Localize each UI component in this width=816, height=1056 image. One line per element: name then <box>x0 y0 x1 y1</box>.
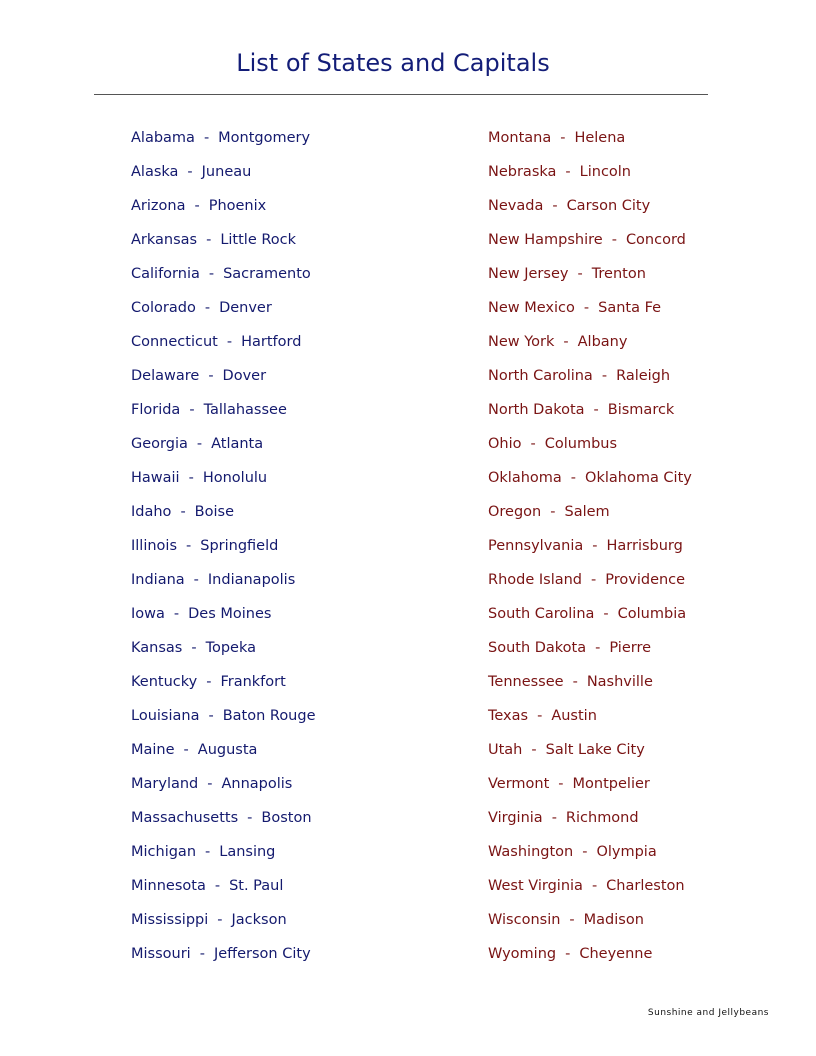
state-name: Maine <box>131 742 175 758</box>
state-capital-item <box>488 465 692 499</box>
capital-name: Sacramento <box>223 266 311 282</box>
separator-dash: - <box>208 266 215 282</box>
capital-name: Cheyenne <box>579 946 653 962</box>
separator-dash: - <box>611 232 617 248</box>
state-name: West Virginia <box>488 878 583 894</box>
state-name: Vermont <box>488 776 550 792</box>
separator-dash: - <box>591 572 597 588</box>
capital-name: Albany <box>577 334 628 350</box>
state-name: New Mexico <box>488 300 575 316</box>
capital-name: Boston <box>261 810 312 826</box>
separator-dash: - <box>530 436 536 452</box>
state-name: New York <box>488 334 555 350</box>
state-name: Alaska <box>131 164 179 180</box>
separator-dash: - <box>193 572 199 588</box>
state-capital-item <box>131 499 316 533</box>
state-capital-item <box>488 567 692 601</box>
state-capital-item <box>488 125 692 159</box>
capital-name: Pierre <box>609 640 652 656</box>
separator-dash: - <box>188 470 194 486</box>
state-name: Oklahoma <box>488 470 562 486</box>
state-name: Wyoming <box>488 946 557 962</box>
separator-dash: - <box>196 436 203 452</box>
state-capital-item <box>488 363 692 397</box>
separator-dash: - <box>577 266 583 282</box>
state-name: Wisconsin <box>488 912 561 928</box>
capital-name: Columbus <box>544 436 618 452</box>
state-name: Nebraska <box>488 164 557 180</box>
capital-name: Boise <box>194 504 234 520</box>
separator-dash: - <box>591 878 598 894</box>
state-name: Indiana <box>131 572 185 588</box>
state-name: Minnesota <box>131 878 206 894</box>
capital-name: Baton Rouge <box>222 708 316 724</box>
page-title: List of States and Capitals <box>236 49 550 77</box>
capital-name: Nashville <box>586 674 653 690</box>
separator-dash: - <box>592 538 598 554</box>
state-name: Delaware <box>131 368 200 384</box>
state-capital-item <box>488 227 692 261</box>
capital-name: Bismarck <box>607 402 675 418</box>
separator-dash: - <box>208 368 214 384</box>
state-capital-item <box>131 329 316 363</box>
state-capital-item <box>488 601 692 635</box>
separator-dash: - <box>206 674 212 690</box>
state-capital-item <box>488 635 692 669</box>
states-list-left-column <box>131 125 316 975</box>
state-name: Ohio <box>488 436 522 452</box>
state-name: Missouri <box>131 946 191 962</box>
state-capital-item <box>131 533 316 567</box>
state-name: Washington <box>488 844 574 860</box>
separator-dash: - <box>572 674 578 690</box>
capital-name: Charleston <box>606 878 685 894</box>
state-name: Louisiana <box>131 708 200 724</box>
capital-name: Montpelier <box>572 776 650 792</box>
capital-name: Des Moines <box>188 606 272 622</box>
separator-dash: - <box>214 878 221 894</box>
separator-dash: - <box>247 810 253 826</box>
capital-name: Salt Lake City <box>545 742 645 758</box>
state-name: New Jersey <box>488 266 569 282</box>
capital-name: Honolulu <box>202 470 268 486</box>
separator-dash: - <box>206 232 212 248</box>
capital-name: Indianapolis <box>207 572 296 588</box>
separator-dash: - <box>560 130 566 146</box>
state-capital-item <box>131 363 316 397</box>
state-capital-item <box>488 737 692 771</box>
state-name: Idaho <box>131 504 172 520</box>
state-capital-item <box>131 397 316 431</box>
capital-name: Tallahassee <box>203 402 287 418</box>
state-capital-item <box>488 261 692 295</box>
state-capital-item <box>131 601 316 635</box>
state-name: North Dakota <box>488 402 585 418</box>
state-capital-item <box>131 635 316 669</box>
separator-dash: - <box>582 844 588 860</box>
state-capital-item <box>488 295 692 329</box>
state-name: Hawaii <box>131 470 180 486</box>
state-capital-item <box>131 125 316 159</box>
state-capital-item <box>488 193 692 227</box>
capital-name: Hartford <box>241 334 302 350</box>
state-capital-item <box>488 907 692 941</box>
title-divider <box>94 94 708 95</box>
state-capital-item <box>131 737 316 771</box>
separator-dash: - <box>565 946 571 962</box>
separator-dash: - <box>180 504 186 520</box>
capital-name: Harrisburg <box>606 538 683 554</box>
state-capital-item <box>131 771 316 805</box>
state-name: Iowa <box>131 606 165 622</box>
separator-dash: - <box>187 164 193 180</box>
state-capital-item <box>131 261 316 295</box>
capital-name: Jackson <box>231 912 287 928</box>
state-capital-item <box>488 839 692 873</box>
state-capital-item <box>488 703 692 737</box>
capital-name: Annapolis <box>221 776 293 792</box>
state-name: South Dakota <box>488 640 587 656</box>
state-capital-item <box>488 397 692 431</box>
state-name: Texas <box>488 708 529 724</box>
capital-name: Denver <box>219 300 272 316</box>
capital-name: Frankfort <box>220 674 286 690</box>
state-name: Tennessee <box>488 674 564 690</box>
state-capital-item <box>131 295 316 329</box>
separator-dash: - <box>558 776 564 792</box>
separator-dash: - <box>531 742 537 758</box>
state-capital-item <box>488 873 692 907</box>
state-name: Montana <box>488 130 552 146</box>
capital-name: Lincoln <box>579 164 631 180</box>
separator-dash: - <box>537 708 543 724</box>
separator-dash: - <box>173 606 180 622</box>
separator-dash: - <box>204 300 211 316</box>
state-name: Arizona <box>131 198 186 214</box>
capital-name: Richmond <box>565 810 639 826</box>
state-name: North Carolina <box>488 368 593 384</box>
state-name: Kentucky <box>131 674 198 690</box>
state-capital-item <box>488 941 692 975</box>
state-capital-item <box>131 431 316 465</box>
state-capital-item <box>131 941 316 975</box>
capital-name: Augusta <box>197 742 258 758</box>
separator-dash: - <box>194 198 200 214</box>
state-name: Kansas <box>131 640 183 656</box>
state-capital-item <box>131 159 316 193</box>
state-name: Georgia <box>131 436 188 452</box>
state-capital-item <box>131 907 316 941</box>
capital-name: Lansing <box>219 844 276 860</box>
separator-dash: - <box>199 946 205 962</box>
state-capital-item <box>488 329 692 363</box>
separator-dash: - <box>551 810 557 826</box>
capital-name: Oklahoma City <box>585 470 692 486</box>
capital-name: Raleigh <box>616 368 671 384</box>
capital-name: Atlanta <box>211 436 264 452</box>
state-capital-item <box>488 499 692 533</box>
capital-name: Salem <box>564 504 610 520</box>
state-capital-item <box>131 567 316 601</box>
state-capital-item <box>131 839 316 873</box>
state-name: South Carolina <box>488 606 595 622</box>
state-name: Rhode Island <box>488 572 583 588</box>
state-name: Nevada <box>488 198 544 214</box>
state-capital-item <box>488 669 692 703</box>
state-name: Utah <box>488 742 523 758</box>
capital-name: Santa Fe <box>598 300 662 316</box>
state-capital-item <box>488 431 692 465</box>
capital-name: Topeka <box>205 640 256 656</box>
separator-dash: - <box>191 640 197 656</box>
separator-dash: - <box>569 912 575 928</box>
capital-name: Carson City <box>566 198 651 214</box>
separator-dash: - <box>552 198 558 214</box>
separator-dash: - <box>601 368 608 384</box>
state-name: Florida <box>131 402 181 418</box>
separator-dash: - <box>207 776 213 792</box>
separator-dash: - <box>186 538 192 554</box>
capital-name: Providence <box>605 572 686 588</box>
capital-name: Springfield <box>200 538 279 554</box>
capital-name: Jefferson City <box>213 946 311 962</box>
footer-credit: Sunshine and Jellybeans <box>647 1008 769 1018</box>
state-name: New Hampshire <box>488 232 603 248</box>
state-capital-item <box>131 703 316 737</box>
state-name: Mississippi <box>131 912 209 928</box>
state-name: Illinois <box>131 538 178 554</box>
separator-dash: - <box>189 402 195 418</box>
separator-dash: - <box>226 334 233 350</box>
state-capital-item <box>488 533 692 567</box>
state-name: California <box>131 266 200 282</box>
capital-name: Olympia <box>596 844 657 860</box>
separator-dash: - <box>595 640 601 656</box>
state-capital-item <box>131 465 316 499</box>
state-capital-item <box>488 771 692 805</box>
separator-dash: - <box>217 912 223 928</box>
state-name: Oregon <box>488 504 542 520</box>
separator-dash: - <box>205 844 211 860</box>
separator-dash: - <box>565 164 571 180</box>
state-name: Massachusetts <box>131 810 239 826</box>
state-name: Virginia <box>488 810 543 826</box>
separator-dash: - <box>203 130 210 146</box>
state-name: Colorado <box>131 300 196 316</box>
capital-name: Juneau <box>201 164 252 180</box>
state-name: Alabama <box>131 130 195 146</box>
capital-name: Austin <box>551 708 597 724</box>
state-capital-item <box>131 669 316 703</box>
separator-dash: - <box>570 470 577 486</box>
capital-name: Madison <box>583 912 644 928</box>
state-capital-item <box>488 805 692 839</box>
separator-dash: - <box>593 402 599 418</box>
state-name: Maryland <box>131 776 199 792</box>
capital-name: Little Rock <box>220 232 297 248</box>
state-name: Michigan <box>131 844 197 860</box>
state-capital-item <box>131 227 316 261</box>
capital-name: Dover <box>222 368 267 384</box>
state-name: Arkansas <box>131 232 198 248</box>
capital-name: Columbia <box>617 606 687 622</box>
separator-dash: - <box>208 708 214 724</box>
state-capital-item <box>488 159 692 193</box>
separator-dash: - <box>563 334 569 350</box>
states-list-right-column <box>488 125 692 975</box>
separator-dash: - <box>183 742 189 758</box>
separator-dash: - <box>550 504 556 520</box>
capital-name: Concord <box>625 232 686 248</box>
state-name: Connecticut <box>131 334 218 350</box>
capital-name: St. Paul <box>229 878 284 894</box>
state-capital-item <box>131 805 316 839</box>
capital-name: Helena <box>574 130 626 146</box>
capital-name: Montgomery <box>218 130 311 146</box>
state-capital-item <box>131 193 316 227</box>
state-capital-item <box>131 873 316 907</box>
separator-dash: - <box>583 300 590 316</box>
separator-dash: - <box>603 606 609 622</box>
capital-name: Phoenix <box>208 198 267 214</box>
capital-name: Trenton <box>591 266 646 282</box>
state-name: Pennsylvania <box>488 538 584 554</box>
